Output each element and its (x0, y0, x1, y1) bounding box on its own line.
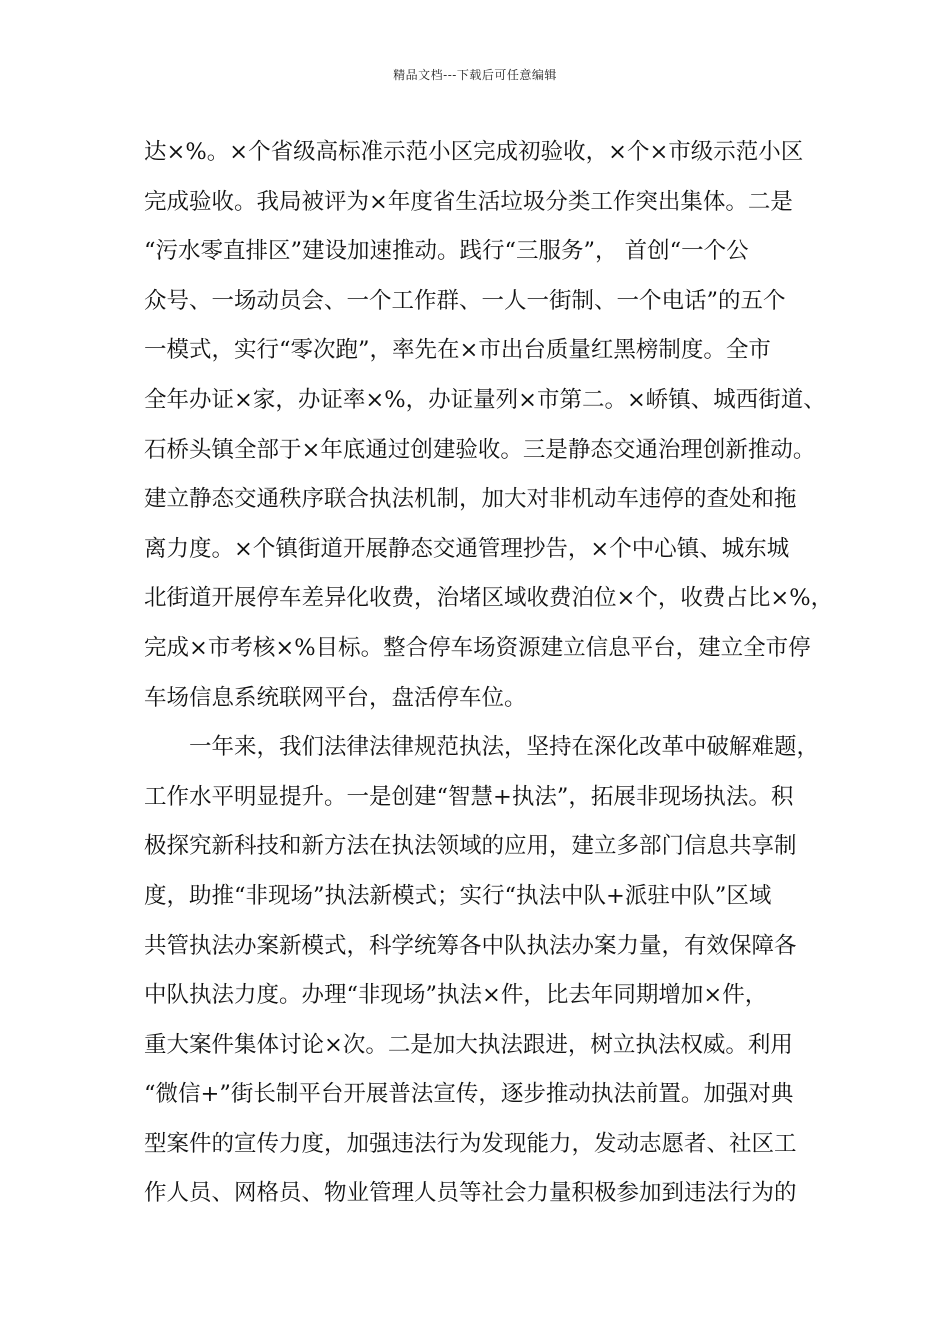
text-line: 一年来，我们法律法律规范执法，坚持在深化改革中破解难题， (189, 734, 820, 761)
text-line: 工作水平明显提升。一是创建“智慧+执法”，拓展非现场执法。积 (144, 783, 794, 810)
paragraph-1 (144, 128, 834, 723)
document-body (144, 128, 834, 1219)
text-line: 建立静态交通秩序联合执法机制，加大对非机动车违停的查处和拖 (144, 486, 797, 513)
text-line: 一模式，实行“零次跑”，率先在×市出台质量红黑榜制度。全市 (144, 337, 771, 364)
text-line: 完成×市考核×%目标。整合停车场资源建立信息平台，建立全市停 (144, 634, 811, 661)
text-line: 北街道开展停车差异化收费，治堵区域收费泊位×个，收费占比×%， (144, 585, 834, 612)
text-line: “微信+”街长制平台开展普法宣传，逐步推动执法前置。加强对典 (144, 1081, 794, 1108)
text-line: 离力度。×个镇街道开展静态交通管理抄告，×个中心镇、城东城 (144, 535, 790, 562)
text-line: 共管执法办案新模式，科学统筹各中队执法办案力量，有效保障各 (144, 932, 797, 959)
text-line: 重大案件集体讨论×次。二是加大执法跟进，树立执法权威。利用 (144, 1031, 793, 1058)
text-line: 型案件的宣传力度，加强违法行为发现能力，发动志愿者、社区工 (144, 1130, 797, 1157)
text-line: 全年办证×家，办证率×%，办证量列×市第二。×峤镇、城西街道、 (144, 386, 826, 413)
paragraph-2 (144, 723, 824, 1219)
page-header: 精品文档---下载后可任意编辑 (393, 68, 557, 82)
text-line: 完成验收。我局被评为×年度省生活垃圾分类工作突出集体。二是 (144, 188, 793, 215)
text-line: 中队执法力度。办理“非现场”执法×件，比去年同期增加×件， (144, 982, 768, 1009)
text-line: 众号、一场动员会、一个工作群、一人一街制、一个电话”的五个 (144, 287, 786, 314)
text-line: “污水零直排区”建设加速推动。践行“三服务”， 首创“一个公 (144, 238, 749, 265)
text-line: 车场信息系统联网平台，盘活停车位。 (144, 684, 527, 711)
text-line: 极探究新科技和新方法在执法领域的应用，建立多部门信息共享制 (144, 833, 797, 860)
text-line: 石桥头镇全部于×年底通过创建验收。三是静态交通治理创新推动。 (144, 436, 816, 463)
text-line: 作人员、网格员、物业管理人员等社会力量积极参加到违法行为的 (144, 1180, 797, 1207)
text-line: 度，助推“非现场”执法新模式；实行“执法中队+派驻中队”区域 (144, 882, 772, 909)
text-line: 达×%。×个省级高标准示范小区完成初验收，×个×市级示范小区 (144, 139, 804, 165)
